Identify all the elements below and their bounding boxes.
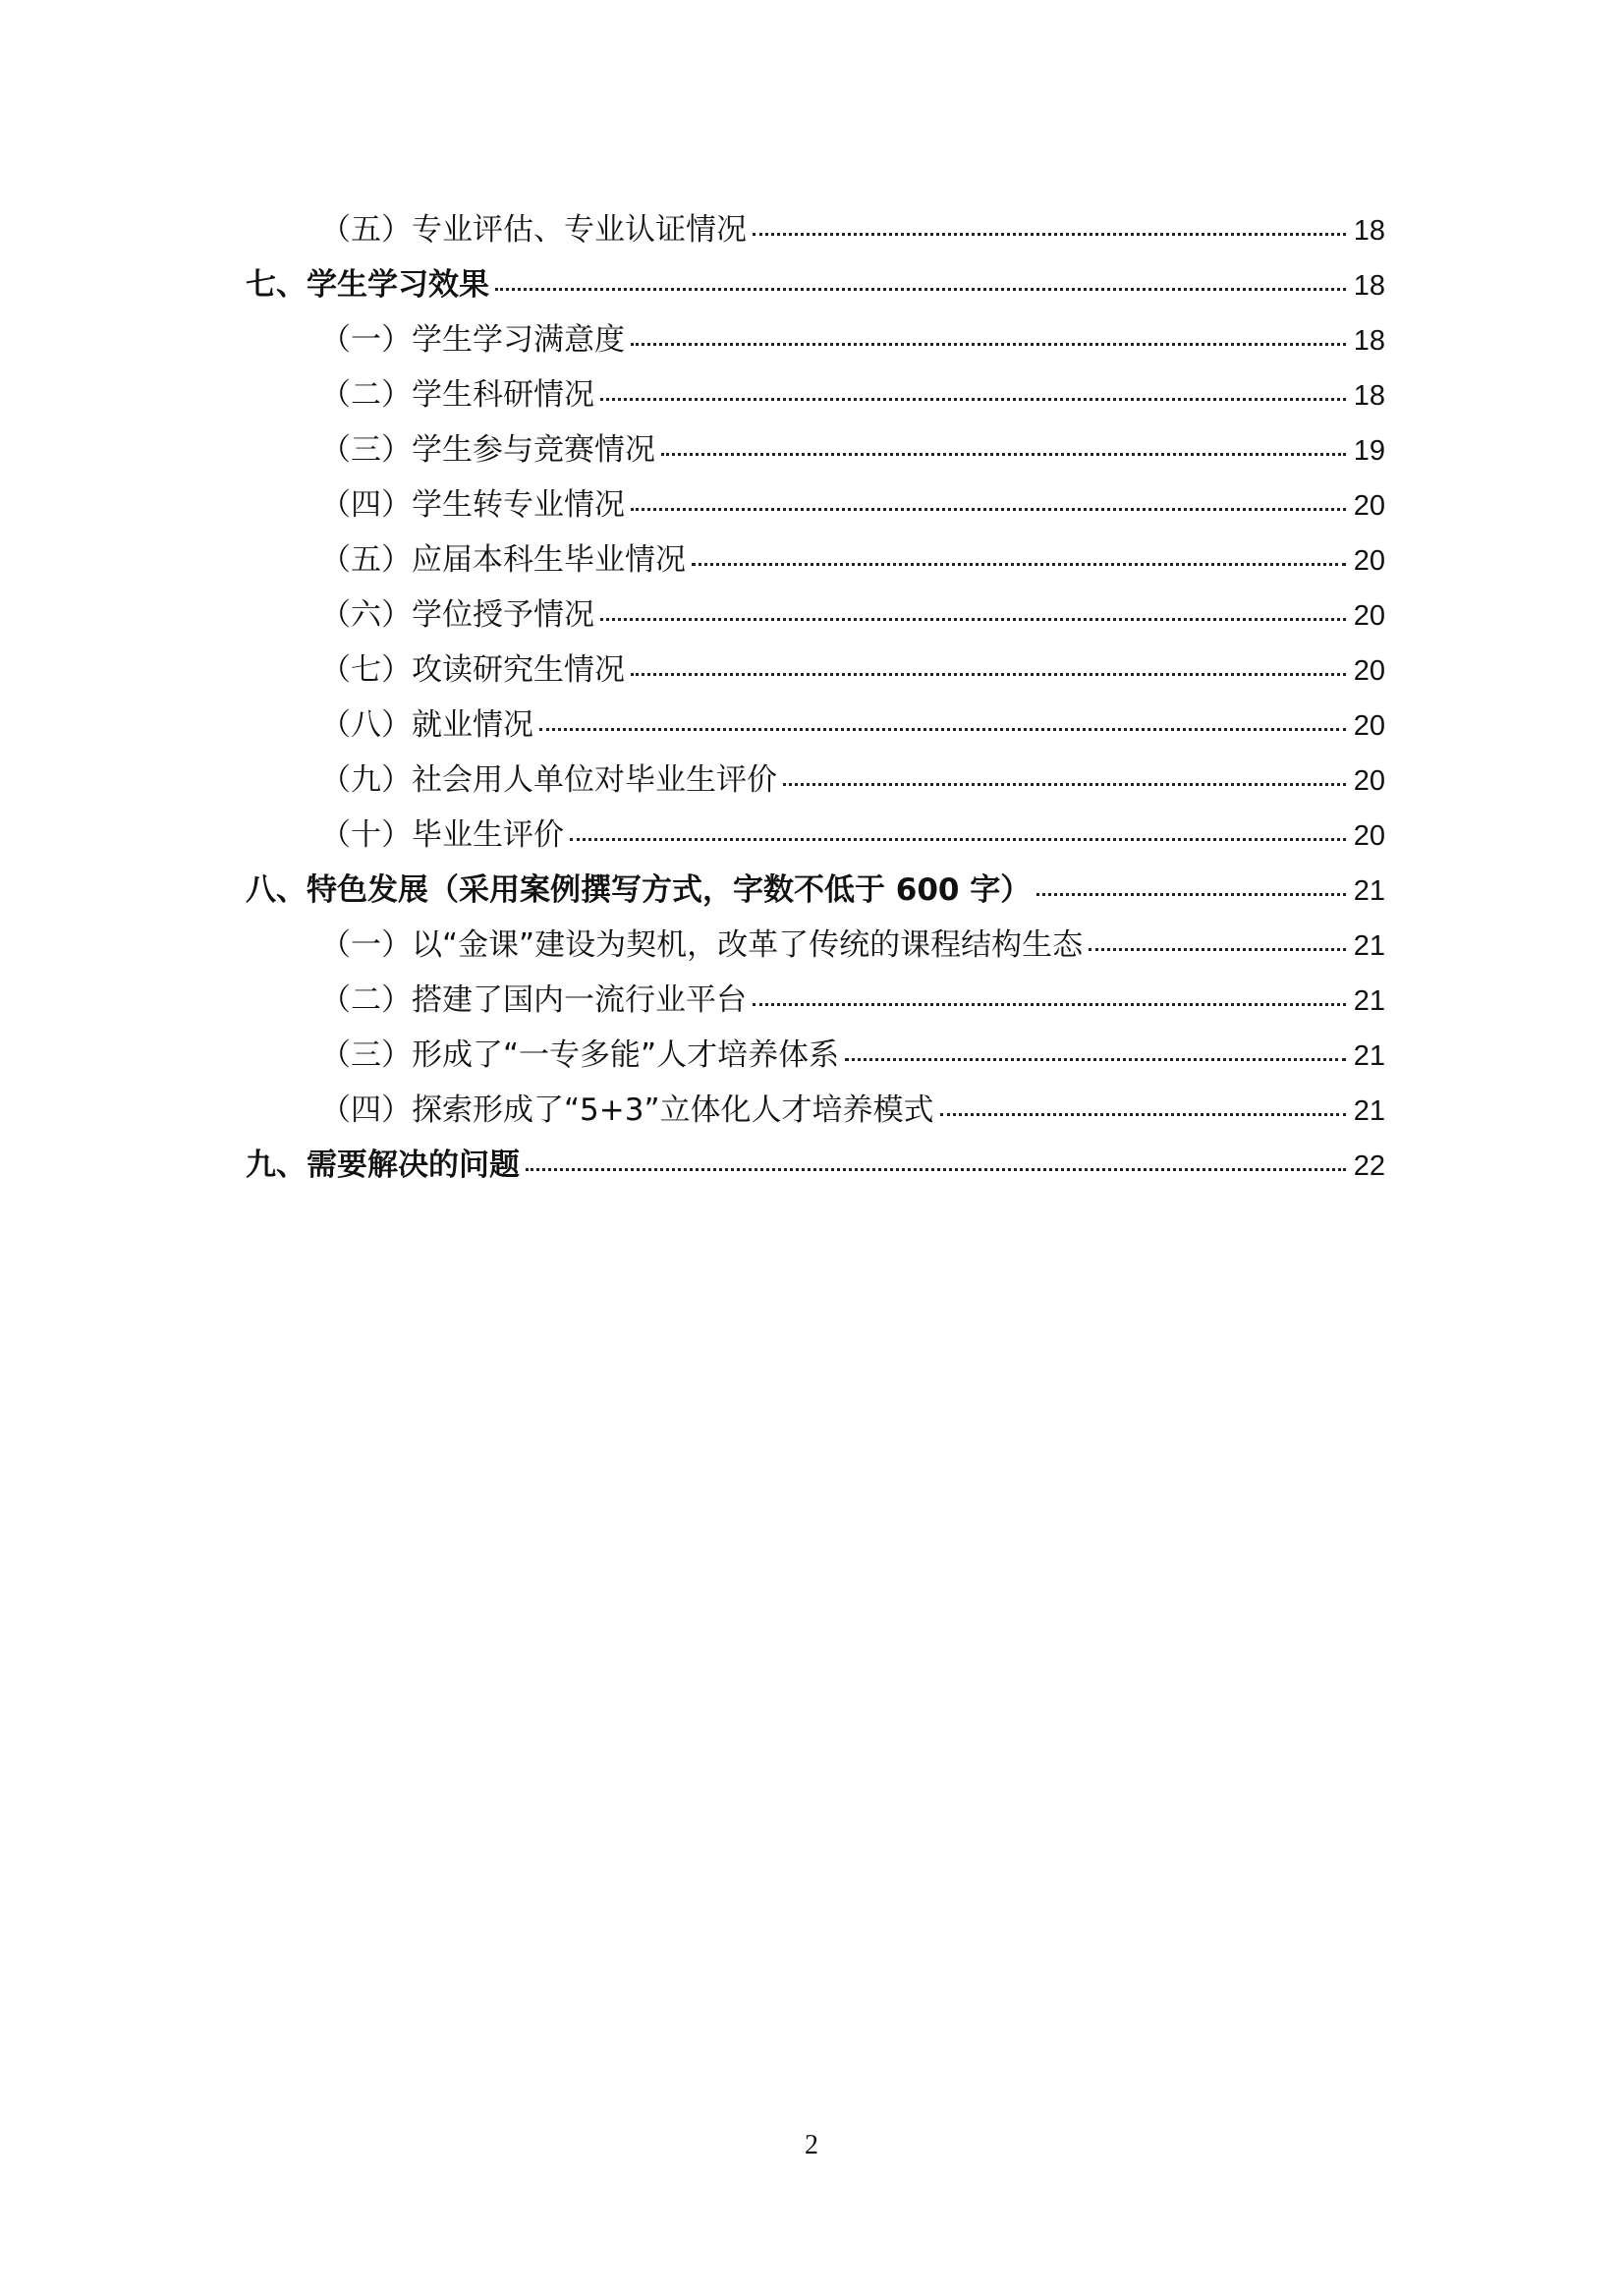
toc-entry[interactable]: [246, 863, 1385, 918]
toc-entry-page: 20: [1353, 600, 1385, 632]
toc-entry[interactable]: [246, 643, 1385, 698]
toc-entry-page: 21: [1353, 1095, 1385, 1127]
toc-entry-page: 21: [1353, 1040, 1385, 1072]
table-of-contents: [246, 202, 1385, 1193]
toc-leader-dots: [631, 343, 1346, 346]
toc-leader-dots: [753, 1003, 1346, 1006]
toc-entry-page: 18: [1353, 215, 1385, 247]
toc-entry-title: （一）学生学习满意度: [320, 322, 625, 358]
toc-entry[interactable]: [246, 532, 1385, 588]
toc-leader-dots: [600, 398, 1346, 401]
toc-leader-dots: [495, 288, 1346, 291]
page-number: 2: [805, 2130, 818, 2160]
toc-entry-page: 20: [1353, 820, 1385, 852]
toc-leader-dots: [1089, 948, 1346, 951]
toc-entry[interactable]: [246, 588, 1385, 643]
toc-entry-page: 20: [1353, 710, 1385, 742]
toc-leader-dots: [1036, 893, 1346, 896]
toc-entry-page: 18: [1353, 270, 1385, 302]
toc-entry[interactable]: [246, 1028, 1385, 1083]
toc-leader-dots: [783, 783, 1346, 786]
toc-entry-title: （九）社会用人单位对毕业生评价: [320, 762, 777, 798]
toc-leader-dots: [539, 728, 1346, 731]
toc-entry[interactable]: [246, 698, 1385, 753]
toc-entry-page: 21: [1353, 875, 1385, 907]
toc-entry[interactable]: [246, 973, 1385, 1028]
toc-entry-page: 18: [1353, 380, 1385, 412]
toc-entry-title: （七）攻读研究生情况: [320, 652, 625, 688]
toc-entry-title: （一）以“金课”建设为契机，改革了传统的课程结构生态: [320, 927, 1084, 963]
toc-leader-dots: [845, 1058, 1346, 1061]
toc-entry-page: 18: [1353, 325, 1385, 357]
toc-entry-page: 21: [1353, 930, 1385, 962]
toc-entry-title: 七、学生学习效果: [246, 267, 489, 303]
toc-leader-dots: [570, 838, 1346, 841]
toc-entry-title: 九、需要解决的问题: [246, 1148, 520, 1183]
toc-entry-title: （二）搭建了国内一流行业平台: [320, 982, 747, 1018]
toc-entry[interactable]: [246, 1138, 1385, 1193]
toc-leader-dots: [940, 1113, 1346, 1116]
toc-entry-title: （五）专业评估、专业认证情况: [320, 212, 747, 248]
toc-entry-page: 20: [1353, 545, 1385, 577]
toc-leader-dots: [631, 673, 1346, 676]
toc-entry[interactable]: [246, 1083, 1385, 1138]
toc-entry[interactable]: [246, 257, 1385, 312]
toc-entry[interactable]: [246, 422, 1385, 477]
toc-entry-page: 20: [1353, 655, 1385, 687]
toc-entry[interactable]: [246, 202, 1385, 257]
toc-entry[interactable]: [246, 477, 1385, 532]
toc-entry[interactable]: [246, 753, 1385, 808]
toc-entry-page: 19: [1353, 435, 1385, 467]
toc-entry-title: （五）应届本科生毕业情况: [320, 542, 686, 578]
toc-entry-title: （十）毕业生评价: [320, 817, 564, 853]
toc-entry-title: （三）学生参与竞赛情况: [320, 432, 655, 468]
toc-entry-title: （三）形成了“一专多能”人才培养体系: [320, 1037, 840, 1073]
toc-entry-page: 21: [1353, 985, 1385, 1017]
toc-leader-dots: [631, 508, 1346, 511]
toc-entry-page: 22: [1353, 1150, 1385, 1182]
toc-leader-dots: [692, 563, 1346, 566]
toc-entry-title: （四）学生转专业情况: [320, 487, 625, 523]
toc-entry[interactable]: [246, 808, 1385, 863]
toc-leader-dots: [661, 453, 1346, 456]
toc-entry-title: （四）探索形成了“5+3”立体化人才培养模式: [320, 1092, 934, 1128]
toc-entry-title: （二）学生科研情况: [320, 377, 594, 413]
toc-entry-title: （六）学位授予情况: [320, 597, 594, 633]
toc-entry[interactable]: [246, 312, 1385, 367]
toc-leader-dots: [753, 233, 1346, 236]
toc-entry-page: 20: [1353, 490, 1385, 522]
toc-entry-title: （八）就业情况: [320, 707, 533, 743]
toc-entry-page: 20: [1353, 765, 1385, 797]
toc-leader-dots: [526, 1168, 1346, 1171]
toc-entry-title: 八、特色发展（采用案例撰写方式，字数不低于 600 字）: [246, 872, 1032, 908]
toc-leader-dots: [600, 618, 1346, 621]
toc-entry[interactable]: [246, 918, 1385, 973]
toc-entry[interactable]: [246, 367, 1385, 422]
